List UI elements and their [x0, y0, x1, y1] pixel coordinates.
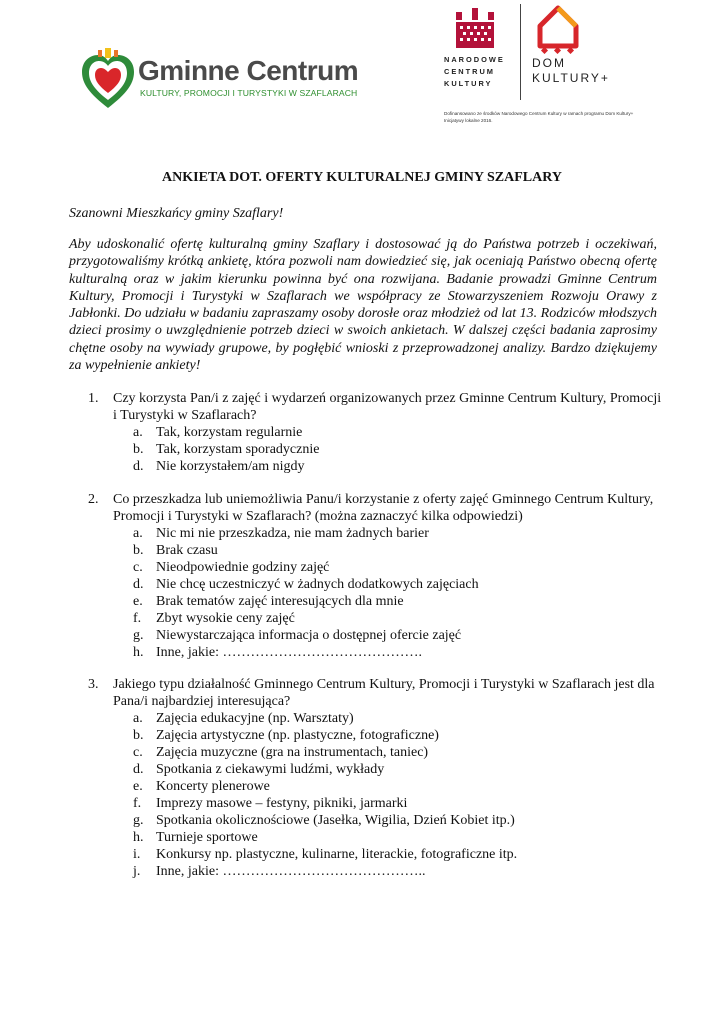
question-3	[88, 676, 668, 880]
option-letter: d.	[133, 577, 144, 592]
question-number: 2.	[88, 492, 99, 507]
answer-options	[88, 424, 668, 475]
option-text: Nieodpowiednie godziny zajęć	[156, 560, 330, 575]
answer-options	[88, 525, 668, 661]
option-text: Nie chcę uczestniczyć w żadnych dodatkowych zajęciach	[156, 577, 479, 592]
option-letter: f.	[133, 796, 142, 811]
option-letter: d.	[133, 459, 144, 474]
gck-logo-title: Gminne Centrum	[138, 55, 359, 86]
dom-kultury-house-icon	[534, 4, 582, 54]
funding-note: Dofinansowano ze środków Narodowego Centrum Kultury w ramach programu Dom Kultury+ Inicjatywy lokalne 2016.	[444, 111, 634, 123]
answer-option[interactable]	[133, 559, 668, 576]
nck-crown-icon	[456, 8, 494, 48]
dom-kultury-line-1: DOM	[532, 56, 566, 70]
answer-option[interactable]	[133, 795, 668, 812]
answer-option[interactable]	[133, 542, 668, 559]
answer-option-other[interactable]	[133, 863, 668, 880]
dom-kultury-text	[532, 56, 610, 86]
option-text: Spotkania z ciekawymi ludźmi, wykłady	[156, 762, 385, 777]
answer-option[interactable]	[133, 710, 668, 727]
option-text: Nic mi nie przeszkadza, nie mam żadnych barier	[156, 526, 429, 541]
option-letter: g.	[133, 628, 144, 643]
survey-title: ANKIETA DOT. OFERTY KULTURALNEJ GMINY SZAFLARY	[162, 170, 562, 185]
nck-line-2: CENTRUM	[444, 67, 495, 76]
gck-logo	[80, 48, 359, 114]
answer-option[interactable]	[133, 744, 668, 761]
question-2	[88, 491, 668, 661]
sponsor-logos	[434, 0, 646, 124]
option-text: Inne, jakie: ……………………………………..	[156, 864, 426, 879]
answer-options	[88, 710, 668, 880]
option-letter: a.	[133, 711, 143, 726]
option-text: Tak, korzystam sporadycznie	[156, 442, 320, 457]
answer-option[interactable]	[133, 829, 668, 846]
logo-divider	[520, 4, 521, 100]
question-number: 1.	[88, 391, 99, 406]
option-letter: h.	[133, 645, 144, 660]
answer-option[interactable]	[133, 761, 668, 778]
option-text: Koncerty plenerowe	[156, 779, 270, 794]
option-letter: a.	[133, 425, 143, 440]
option-letter: b.	[133, 728, 144, 743]
question-number: 3.	[88, 677, 99, 692]
option-text: Tak, korzystam regularnie	[156, 425, 303, 440]
option-text: Brak czasu	[156, 543, 218, 558]
gck-logo-subtitle: KULTURY, PROMOCJI I TURYSTYKI W SZAFLARACH	[140, 88, 358, 98]
option-text: Spotkania okolicznościowe (Jasełka, Wigilia, Dzień Kobiet itp.)	[156, 813, 515, 828]
option-letter: g.	[133, 813, 144, 828]
answer-option[interactable]	[133, 593, 668, 610]
option-letter: e.	[133, 594, 143, 609]
option-letter: j.	[133, 864, 141, 879]
option-text: Inne, jakie: …………………………………….	[156, 645, 422, 660]
option-letter: i.	[133, 847, 141, 862]
dom-kultury-line-2: KULTURY+	[532, 71, 610, 85]
option-letter: b.	[133, 543, 144, 558]
option-letter: d.	[133, 762, 144, 777]
option-text: Zajęcia edukacyjne (np. Warsztaty)	[156, 711, 354, 726]
answer-option[interactable]	[133, 627, 668, 644]
option-text: Imprezy masowe – festyny, pikniki, jarmarki	[156, 796, 408, 811]
answer-option[interactable]	[133, 458, 668, 475]
answer-option[interactable]	[133, 525, 668, 542]
option-letter: b.	[133, 442, 144, 457]
option-letter: c.	[133, 560, 143, 575]
option-text: Turnieje sportowe	[156, 830, 258, 845]
option-letter: c.	[133, 745, 143, 760]
answer-option[interactable]	[133, 610, 668, 627]
option-text: Zajęcia muzyczne (gra na instrumentach, taniec)	[156, 745, 429, 760]
option-text: Konkursy np. plastyczne, kulinarne, literackie, fotograficzne itp.	[156, 847, 518, 862]
question-text: Czy korzysta Pan/i z zajęć i wydarzeń organizowanych przez Gminne Centrum Kultury, Promocji i Turystyki w Szaflarach?	[113, 391, 662, 423]
nck-logo-text	[444, 54, 505, 90]
answer-option[interactable]	[133, 441, 668, 458]
answer-option[interactable]	[133, 846, 668, 863]
option-letter: h.	[133, 830, 144, 845]
option-letter: f.	[133, 611, 142, 626]
option-text: Niewystarczająca informacja o dostępnej ofercie zajęć	[156, 628, 462, 643]
question-1	[88, 390, 668, 475]
question-text: Jakiego typu działalność Gminnego Centrum Kultury, Promocji i Turystyki w Szaflarach jest dla Pana/i najbardziej interesująca?	[113, 677, 655, 709]
question-text: Co przeszkadza lub uniemożliwia Panu/i korzystanie z oferty zajęć Gminnego Centrum Kultury, Promocji i Turystyki w Szaflarach? (można zaznaczyć kilka odpowiedzi)	[113, 492, 654, 524]
option-letter: a.	[133, 526, 143, 541]
answer-option[interactable]	[133, 424, 668, 441]
option-letter: e.	[133, 779, 143, 794]
answer-option[interactable]	[133, 812, 668, 829]
greeting: Szanowni Mieszkańcy gminy Szaflary!	[69, 206, 284, 221]
nck-line-3: KULTURY	[444, 79, 493, 88]
option-text: Zajęcia artystyczne (np. plastyczne, fotograficzne)	[156, 728, 439, 743]
answer-option[interactable]	[133, 727, 668, 744]
gck-heart-logo-icon	[80, 48, 136, 112]
option-text: Brak tematów zajęć interesujących dla mnie	[156, 594, 404, 609]
answer-option[interactable]	[133, 576, 668, 593]
nck-line-1: NARODOWE	[444, 55, 505, 64]
answer-option[interactable]	[133, 778, 668, 795]
option-text: Zbyt wysokie ceny zajęć	[156, 611, 295, 626]
option-text: Nie korzystałem/am nigdy	[156, 459, 305, 474]
intro-paragraph: Aby udoskonalić ofertę kulturalną gminy Szaflary i dostosować ją do Państwa potrzeb i oczekiwań, przygotowaliśmy krótką ankietę, która pozwoli nam dowiedzieć się, jak oceniają Państwo obecną ofertę kulturalną oraz w jakim kierunku powinna być ona rozwijana. Badanie prowadzi Gminne Centrum Kultury, Promocji i Turystyki w Szaflarach we współpracy ze Stowarzyszeniem Rozwoju Orawy z Jabłonki. Do udziału w badaniu zapraszamy osoby dorosłe oraz młodzież od lat 13. Rodziców młodszych dzieci prosimy o uwzględnienie potrzeb dzieci w swoich ankietach. W dalszej części badania zaprosimy chętne osoby na wywiady grupowe, by pogłębić wnioski z przeprowadzonej analizy. Bardzo dziękujemy za wypełnienie ankiety!	[69, 237, 657, 374]
answer-option-other[interactable]	[133, 644, 668, 661]
